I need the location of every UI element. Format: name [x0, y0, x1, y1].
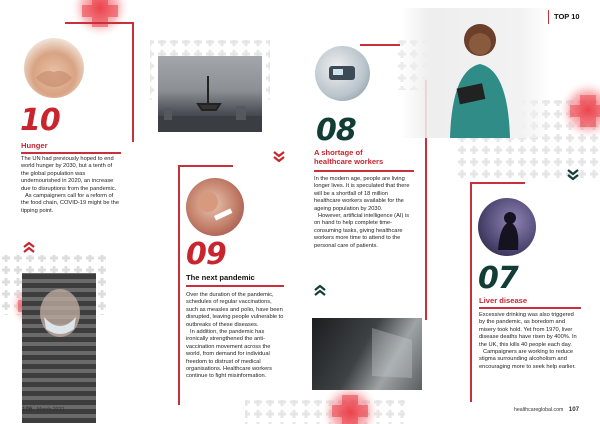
paragraph: As campaigners call for a reform of the food chain, COVID-19 might be the tipping point. — [21, 193, 120, 214]
connector-line — [65, 22, 133, 24]
blood-pressure-image — [315, 46, 370, 101]
item-body-liver-disease — [479, 312, 581, 371]
chevron-up-icon — [22, 240, 36, 254]
page-number-right: 107 — [568, 406, 580, 413]
item-body-healthcare-shortage — [314, 176, 414, 250]
page-number-left: 106 — [22, 406, 33, 413]
paragraph: Excessive drinking was also triggered by the pandemic, as boredom and misery took hold. Yet from 1970, liver disease deaths have risen by 400%. In the UK, this kills 40 people each day. — [479, 312, 577, 348]
child-vaccination-image — [186, 178, 244, 236]
woman-drinking-image — [478, 198, 536, 256]
paragraph: In the modern age, people are living longer lives. It is speculated that there will be a shortfall of 18 million healthcare workers available for the ageing population by 2030. — [314, 176, 410, 212]
connector-line — [178, 165, 233, 167]
paragraph: Over the duration of the pandemic, schedules of regular vaccinations, such as measles and polio, have been disrupted, leaving people vulnerable to outbreaks of these diseases. — [186, 292, 284, 328]
connector-line — [132, 22, 134, 142]
connector-line — [470, 182, 525, 184]
footer-left — [22, 406, 64, 413]
heading-underline — [21, 152, 121, 154]
heading-line: healthcare workers — [314, 157, 384, 166]
masked-man-image — [22, 273, 96, 423]
item-number-10: 10 — [20, 103, 60, 138]
item-body-next-pandemic — [186, 292, 284, 381]
connector-line — [360, 44, 400, 46]
item-number-08: 08 — [316, 113, 356, 148]
site-url: healthcareglobal.com — [514, 407, 564, 413]
top-10-label: TOP 10 — [554, 12, 580, 21]
hospital-silhouette-image — [312, 318, 422, 390]
item-body-hunger — [21, 156, 121, 215]
nurse-image — [400, 8, 550, 138]
connector-line — [470, 182, 472, 402]
heading-line: A shortage of — [314, 148, 363, 157]
hands-bowl-image — [24, 38, 84, 98]
item-heading-hunger: Hunger — [21, 141, 48, 150]
paragraph: The UN had previously hoped to end world hunger by 2030, but a tenth of the global population was undernourished in 2020, an increase due to disruptions from the pandemic. — [21, 156, 117, 192]
heading-underline — [314, 170, 414, 172]
issue-date: March 2022 — [36, 407, 65, 413]
item-number-07: 07 — [478, 261, 518, 296]
item-number-09: 09 — [186, 237, 226, 272]
item-heading-liver-disease: Liver disease — [479, 296, 528, 305]
heading-underline — [186, 285, 284, 287]
chevron-down-icon — [272, 150, 286, 164]
item-heading-healthcare-shortage — [314, 148, 383, 166]
city-skyline-image — [158, 56, 262, 132]
chevron-up-icon — [313, 283, 327, 297]
paragraph: However, artificial intelligence (AI) is on hand to help complete time-consuming tasks, giving healthcare workers more time to attend to the personal care of patients. — [314, 213, 410, 249]
item-heading-next-pandemic: The next pandemic — [186, 273, 255, 282]
chevron-down-icon — [566, 168, 580, 182]
paragraph: Campaigners are working to reduce stigma surrounding alcoholism and encouraging more to seek help earlier. — [479, 349, 576, 370]
footer-right — [514, 406, 579, 413]
connector-line — [178, 165, 180, 405]
paragraph: In addition, the pandemic has ironically strengthened the anti-vaccination movement across the world, from demand for individual freedom to distrust of medical organisations. Healthcare workers continue to fight misinformation. — [186, 329, 272, 380]
heading-underline — [479, 307, 581, 309]
